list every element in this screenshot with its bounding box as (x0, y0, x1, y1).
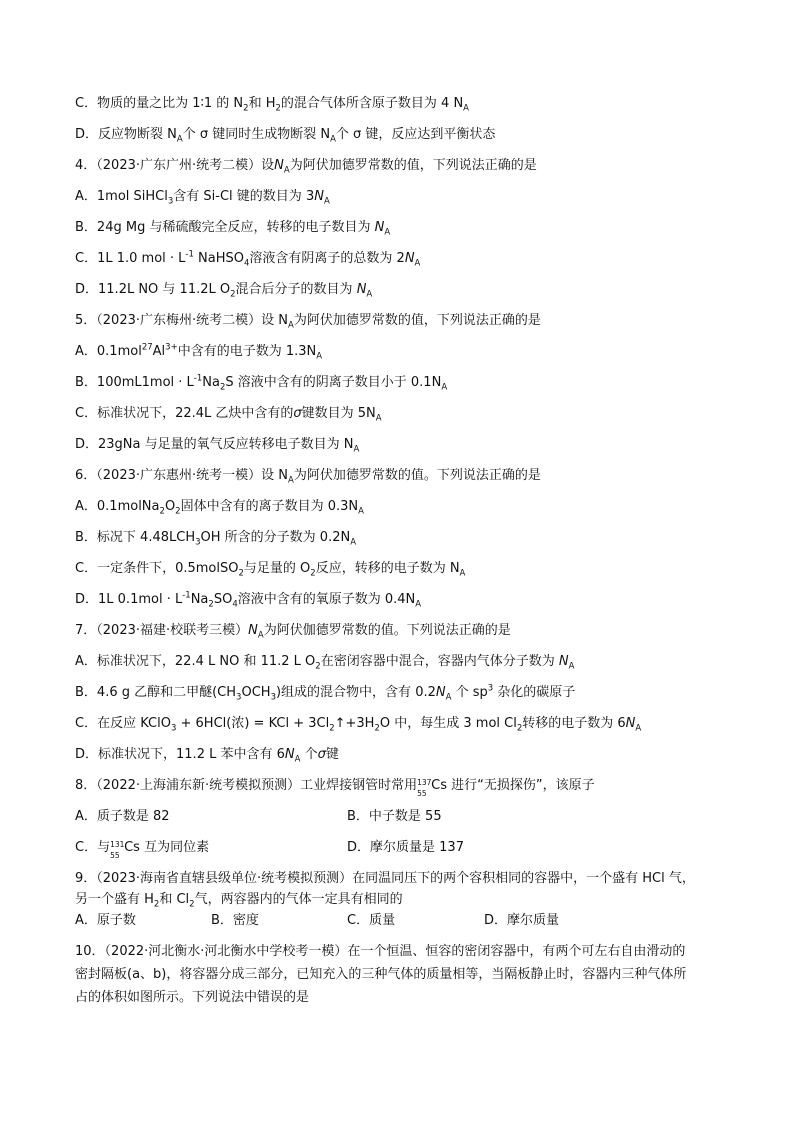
q7-option-b: B．4.6 g 乙醇和二甲醚$(CH_3OCH_3)$组成的混合物中，含有 $0.2N_A$ 个 $sp^3$ 杂化的碳原子 (75, 683, 576, 703)
q10-stem-line2: 密封隔板(a、b)，将容器分成三部分，已知充入的三种气体的质量相等，当隔板静止时，容器内三种气体所 (75, 967, 687, 982)
q4-option-d: D．11.2L NO 与 11.2L $O_2$混合后分子的数目为 $N_A$ (75, 282, 373, 300)
q3-option-c: C．物质的量之比为 1∶1 的 $N_2$和 $H_2$的混合气体所含原子数目为 4 $N_A$ (75, 96, 469, 114)
q5-option-d: D．23gNa 与足量的氧气反应转移电子数目为 $N_A$ (75, 437, 360, 455)
q4-option-b: B．24g Mg 与稀硫酸完全反应，转移的电子数目为 $N_A$ (75, 220, 391, 238)
q9-option-a: A．原子数 (75, 913, 136, 928)
q9-stem-line1: 9．（2023·海南省直辖县级单位·统考模拟预测）在同温同压下的两个容积相同的容器中，一个盛有 HCl 气， (75, 871, 695, 886)
q4-option-a: A．1mol SiHCl$_3$含有 Si-Cl 键的数目为 $3N_A$ (75, 189, 330, 207)
q7-stem: 7．（2023·福建·校联考三模）$N_A$为阿伏伽德罗常数的值。下列说法正确的是 (75, 623, 511, 641)
q7-option-a: A．标准状况下，22.4 L NO 和 11.2 L $O_2$在密闭容器中混合，容器内气体分子数为 $N_A$ (75, 654, 575, 672)
q7-option-d: D．标准状况下，11.2 L 苯中含有 $6N_A$ 个σ键 (75, 747, 339, 765)
q6-stem: 6．（2023·广东惠州·统考一模）设 $N_A$为阿伏加德罗常数的值。下列说法正确的是 (75, 468, 541, 486)
q9-stem-line2: 另一个盛有 $H_2$和 $Cl_2$气，两容器内的气体一定具有相同的 (75, 892, 403, 910)
q10-stem-line3: 占的体积如图所示。下列说法中错误的是 (75, 990, 310, 1005)
q3-option-d: D．反应物断裂 $N_A$个 σ 键同时生成物断裂 $N_A$个 σ 键，反应达到平衡状态 (75, 127, 496, 145)
q5-stem: 5．（2023·广东梅州·统考二模）设 $N_A$为阿伏加德罗常数的值，下列说法正确的是 (75, 313, 541, 331)
q6-option-c: C．一定条件下，0.5molSO$_2$与足量的 $O_2$反应，转移的电子数为 $N_A$ (75, 561, 466, 579)
q8-option-d: D．摩尔质量是 137 (347, 840, 464, 855)
q4-option-c: C．1L 1.0 mol · $L^{-1}$ NaHSO$_4$溶液含有阴离子的总数为 $2N_A$ (75, 249, 421, 269)
q9-option-b: B．密度 (211, 913, 259, 928)
isotope-notation: 131 55 (110, 840, 125, 860)
isotope-notation: 137 55 (417, 778, 432, 798)
q9-option-d: D．摩尔质量 (484, 913, 560, 928)
q5-option-a: A．$0.1mol^{27}Al^{3+}$中含有的电子数为 $1.3N_A$ (75, 342, 323, 362)
q10-stem-line1: 10．（2022·河北衡水·河北衡水中学校考一模）在一个恒温、恒容的密闭容器中，有两个可左右自由滑动的 (75, 944, 686, 959)
q5-option-b: B．$100mL1mol \cdot L^{-1}Na_2S$ 溶液中含有的阴离子数目小于 $0.1N_A$ (75, 373, 448, 393)
q6-option-b: B．标况下 $4.48LCH_3OH$ 所含的分子数为 $0.2N_A$ (75, 530, 357, 548)
q8-stem: 8．（2022·上海浦东新·统考模拟预测）工业焊接钢管时常用 137 55 Cs 进行“无损探伤”，该原子 (75, 778, 595, 798)
q9-option-c: C．质量 (347, 913, 396, 928)
q5-option-c: C．标准状况下，22.4L 乙炔中含有的σ键数目为 $5N_A$ (75, 406, 382, 424)
q7-option-c: C．在反应 KClO$_3$ + 6HCl(浓) = KCl + $3Cl_2↑+3H_2O$ 中，每生成 3 mol $Cl_2$转移的电子数为 $6N_A$ (75, 716, 642, 734)
q4-stem: 4．（2023·广东广州·统考二模）设$N_A$为阿伏加德罗常数的值，下列说法正确的是 (75, 158, 537, 176)
q8-option-b: B．中子数是 55 (347, 809, 442, 824)
q6-option-a: A．$0.1molNa_2O_2$固体中含有的离子数目为 $0.3N_A$ (75, 499, 364, 517)
q8-option-c: C．与 131 55 Cs 互为同位素 (75, 840, 210, 860)
q6-option-d: D．1L $0.1mol \cdot L^{-1}Na_2SO_4$溶液中含有的氧原子数为 $0.4N_A$ (75, 590, 422, 610)
q8-option-a: A．质子数是 82 (75, 809, 170, 824)
